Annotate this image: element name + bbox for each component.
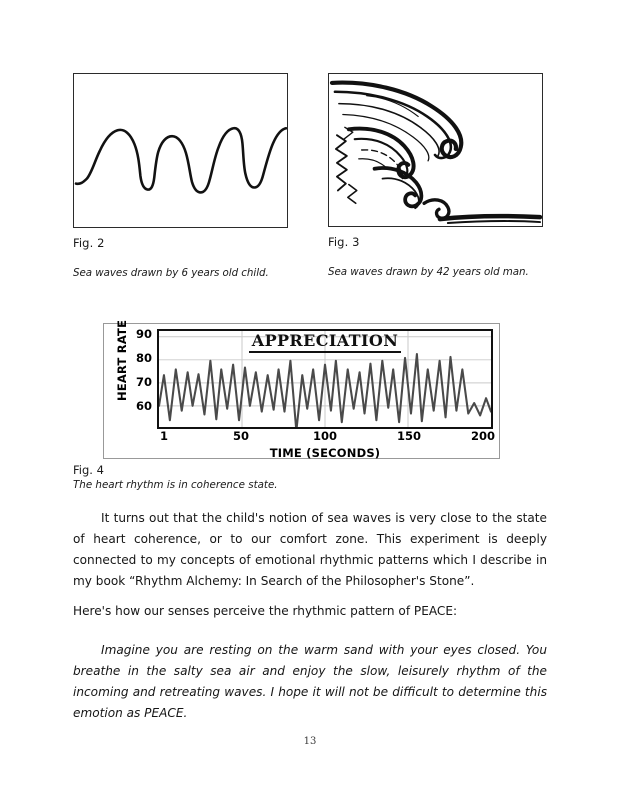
figure-2-image-frame xyxy=(73,73,288,228)
chart-y-axis-title: HEART RATE xyxy=(115,319,129,401)
y-tick-60: 60 xyxy=(135,399,152,413)
paragraph-3: Imagine you are resting on the warm sand with your eyes closed. You breathe in the salty sea air and enjoy the slow, leisurely rhythm of the incoming and retreating waves. I hope it will not be difficult to determine this emotion as PEACE. xyxy=(73,643,547,720)
x-tick-1: 1 xyxy=(159,429,169,443)
page-number: 13 xyxy=(303,736,317,747)
figure-3-block xyxy=(328,73,543,278)
heart-rate-trace xyxy=(159,331,491,427)
figure-2-caption: Sea waves drawn by 6 years old child. xyxy=(73,267,269,279)
figure-2-label: Fig. 2 xyxy=(73,236,105,250)
figure-3-caption: Sea waves drawn by 42 years old man. xyxy=(328,266,529,278)
x-tick-150: 150 xyxy=(396,429,422,443)
x-tick-200: 200 xyxy=(470,429,496,443)
chart-inner xyxy=(104,319,499,460)
figure-3-image-frame xyxy=(328,73,543,227)
chart-x-axis-title: TIME (SECONDS) xyxy=(269,446,381,460)
adult-wave-drawing xyxy=(329,74,542,226)
figure-3-label: Fig. 3 xyxy=(328,235,360,249)
child-wave-drawing xyxy=(74,74,287,227)
figure-4-label: Fig. 4 xyxy=(73,463,104,477)
paragraph-2: Here's how our senses perceive the rhythmic pattern of PEACE: xyxy=(73,604,458,618)
chart-title-text: APPRECIATION xyxy=(249,331,401,353)
y-tick-90: 90 xyxy=(135,327,152,341)
figure-2-block xyxy=(73,73,288,279)
chart-plot-area xyxy=(157,329,493,429)
x-tick-100: 100 xyxy=(312,429,338,443)
paragraph-1: It turns out that the child's notion of sea waves is very close to the state of heart coherence, or to our comfort zone. This experiment is deeply connected to my concepts of emotional rhythmic patterns which I describe in my book “Rhythm Alchemy: In Search of the Philosopher's Stone”. xyxy=(73,511,547,588)
chart-y-tick-labels xyxy=(128,329,152,429)
y-tick-80: 80 xyxy=(135,351,152,365)
x-tick-50: 50 xyxy=(232,429,250,443)
chart-x-tick-labels xyxy=(157,429,496,446)
heart-rate-chart xyxy=(103,319,500,460)
figure-4-caption: The heart rhythm is in coherence state. xyxy=(73,479,278,491)
y-tick-70: 70 xyxy=(135,375,152,389)
